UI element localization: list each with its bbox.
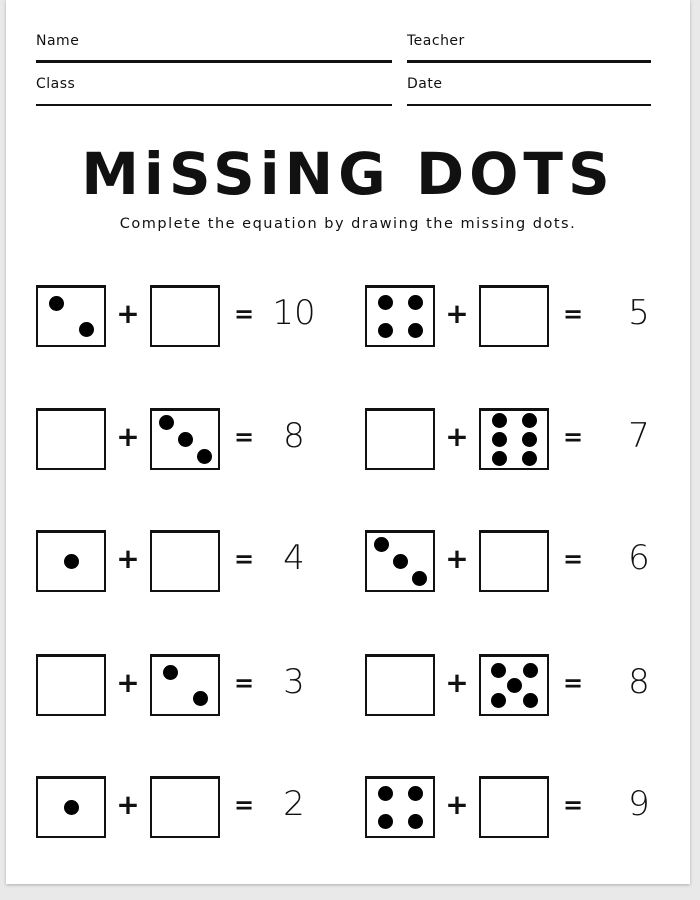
- die-box-left: [36, 776, 106, 838]
- die-box-right: [150, 408, 220, 470]
- equals-sign: =: [233, 300, 255, 328]
- date-field[interactable]: [407, 76, 651, 106]
- die-dot: [408, 814, 423, 829]
- equation-result: 4: [283, 538, 305, 578]
- class-line: [36, 104, 392, 106]
- empty-box-right[interactable]: [150, 285, 220, 347]
- die-dot: [408, 295, 423, 310]
- die-box-right: [479, 408, 549, 470]
- equals-sign: =: [233, 791, 255, 819]
- die-dot: [64, 800, 79, 815]
- teacher-line: [407, 60, 651, 63]
- plus-sign: +: [445, 420, 469, 453]
- die-dot: [522, 451, 537, 466]
- plus-sign: +: [116, 542, 140, 575]
- die-dot: [378, 295, 393, 310]
- die-dot: [491, 663, 506, 678]
- plus-sign: +: [445, 666, 469, 699]
- die-dot: [522, 413, 537, 428]
- die-dot: [79, 322, 94, 337]
- teacher-label: Teacher: [407, 33, 465, 49]
- class-label: Class: [36, 76, 76, 92]
- die-dot: [378, 814, 393, 829]
- die-dot: [159, 415, 174, 430]
- plus-sign: +: [116, 666, 140, 699]
- die-dot: [507, 678, 522, 693]
- die-dot: [522, 432, 537, 447]
- die-dot: [197, 449, 212, 464]
- plus-sign: +: [445, 297, 469, 330]
- equals-sign: =: [562, 545, 584, 573]
- die-dot: [492, 451, 507, 466]
- die-dot: [408, 786, 423, 801]
- equals-sign: =: [562, 300, 584, 328]
- die-box-left: [36, 530, 106, 592]
- name-label: Name: [36, 33, 80, 49]
- die-dot: [374, 537, 389, 552]
- worksheet-title: MiSSiNG DOTS: [81, 140, 615, 208]
- die-dot: [523, 663, 538, 678]
- equation-result: 7: [628, 416, 650, 456]
- equals-sign: =: [562, 423, 584, 451]
- name-line: [36, 60, 392, 63]
- date-label: Date: [407, 76, 443, 92]
- equals-sign: =: [233, 545, 255, 573]
- die-box-right: [150, 654, 220, 716]
- empty-box-right[interactable]: [479, 776, 549, 838]
- die-dot: [378, 786, 393, 801]
- empty-box-right[interactable]: [479, 530, 549, 592]
- equation-result: 8: [628, 662, 650, 702]
- die-dot: [178, 432, 193, 447]
- plus-sign: +: [116, 420, 140, 453]
- plus-sign: +: [445, 788, 469, 821]
- empty-box-left[interactable]: [36, 408, 106, 470]
- die-dot: [492, 432, 507, 447]
- class-field[interactable]: [36, 76, 392, 106]
- empty-box-right[interactable]: [150, 530, 220, 592]
- equation-result: 3: [283, 662, 305, 702]
- die-dot: [378, 323, 393, 338]
- equals-sign: =: [233, 669, 255, 697]
- empty-box-right[interactable]: [150, 776, 220, 838]
- die-dot: [393, 554, 408, 569]
- die-dot: [163, 665, 178, 680]
- die-dot: [64, 554, 79, 569]
- empty-box-right[interactable]: [479, 285, 549, 347]
- equation-result: 9: [628, 784, 650, 824]
- plus-sign: +: [445, 542, 469, 575]
- teacher-field[interactable]: [407, 33, 651, 63]
- die-dot: [492, 413, 507, 428]
- equals-sign: =: [562, 669, 584, 697]
- equation-result: 5: [628, 293, 650, 333]
- empty-box-left[interactable]: [365, 408, 435, 470]
- die-dot: [408, 323, 423, 338]
- equation-result: 2: [283, 784, 305, 824]
- name-field[interactable]: [36, 33, 392, 63]
- die-dot: [491, 693, 506, 708]
- equation-result: 10: [272, 293, 316, 333]
- die-dot: [523, 693, 538, 708]
- die-box-left: [36, 285, 106, 347]
- empty-box-left[interactable]: [365, 654, 435, 716]
- equals-sign: =: [233, 423, 255, 451]
- die-dot: [193, 691, 208, 706]
- equals-sign: =: [562, 791, 584, 819]
- equation-result: 8: [283, 416, 305, 456]
- plus-sign: +: [116, 297, 140, 330]
- date-line: [407, 104, 651, 106]
- worksheet: [6, 0, 690, 884]
- die-box-left: [365, 530, 435, 592]
- die-box-left: [365, 285, 435, 347]
- plus-sign: +: [116, 788, 140, 821]
- empty-box-left[interactable]: [36, 654, 106, 716]
- die-box-left: [365, 776, 435, 838]
- die-dot: [412, 571, 427, 586]
- equation-result: 6: [628, 538, 650, 578]
- die-box-right: [479, 654, 549, 716]
- die-dot: [49, 296, 64, 311]
- instructions: Complete the equation by drawing the missing dots.: [119, 216, 577, 232]
